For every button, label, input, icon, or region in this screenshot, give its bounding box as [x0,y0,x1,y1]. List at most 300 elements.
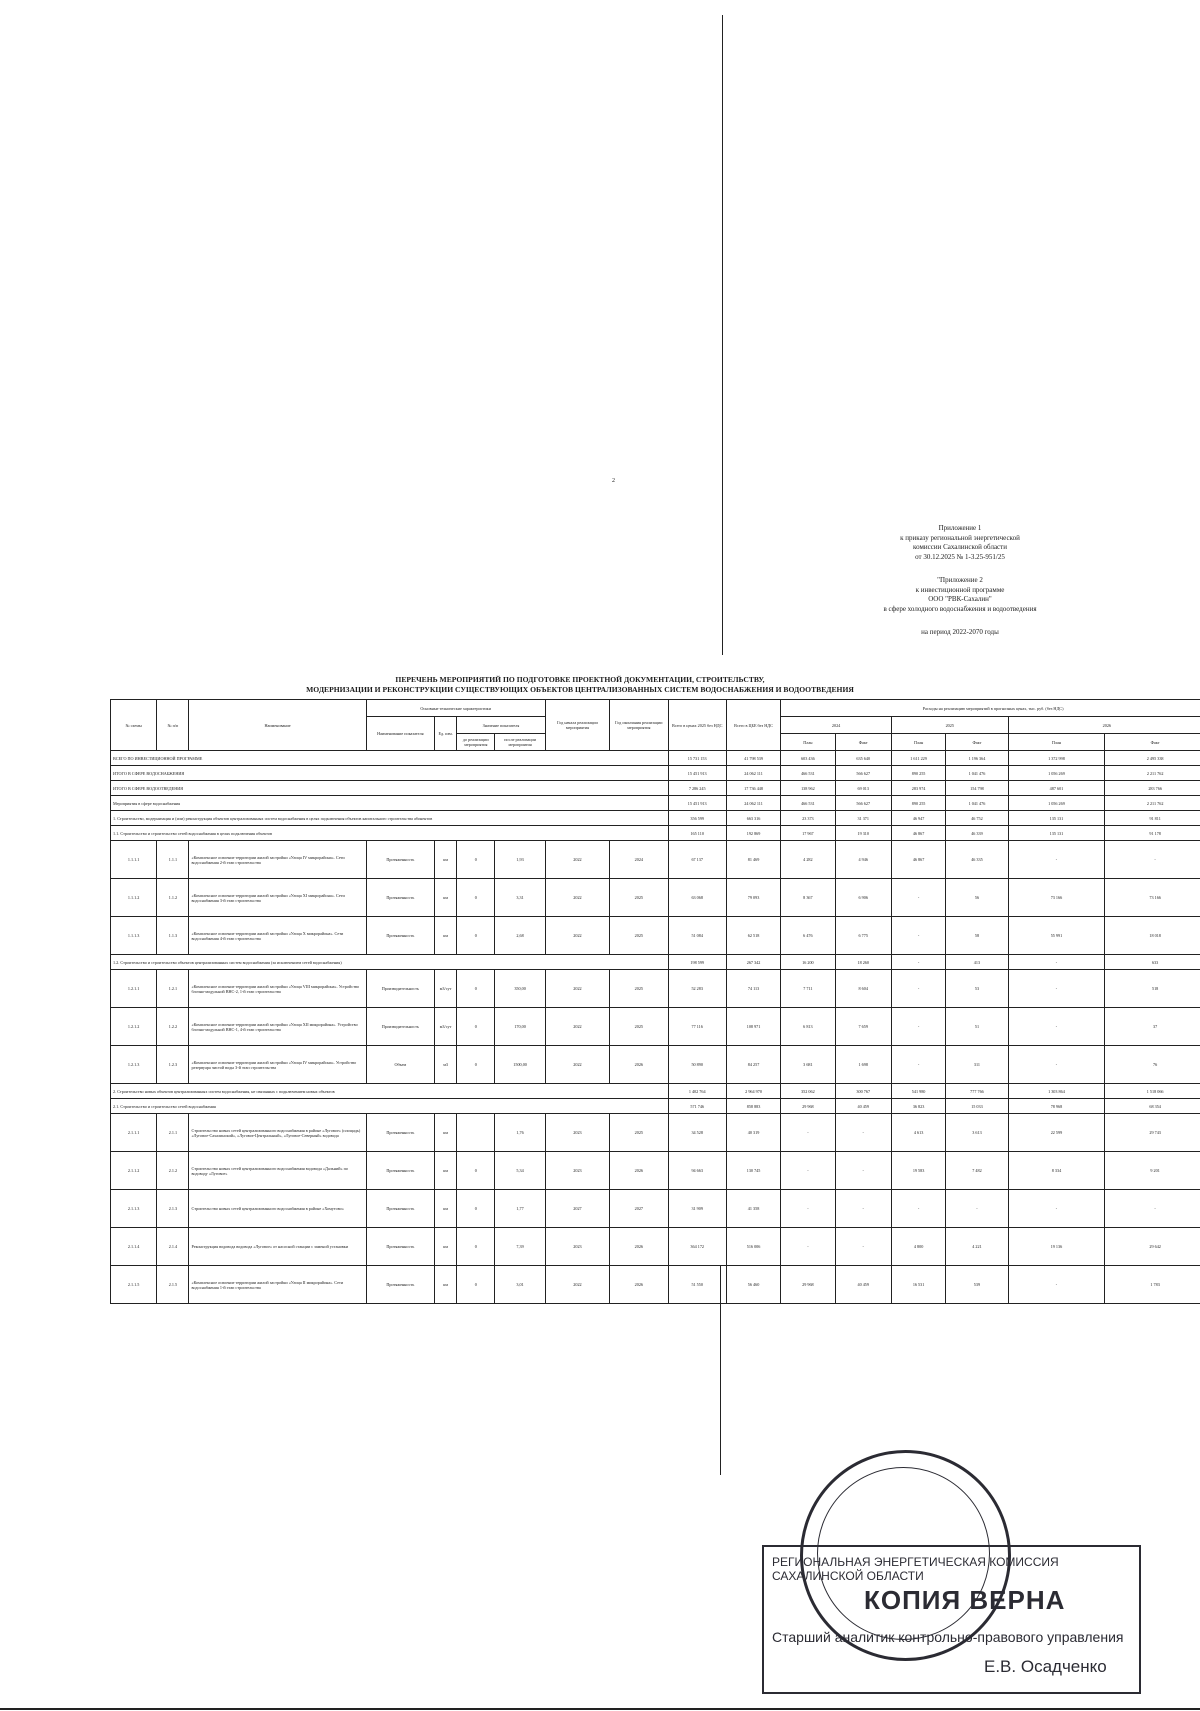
table-cell: 2026 [610,1266,668,1304]
table-cell: 1.2.1.1 [111,970,157,1008]
summary-row [111,781,1200,796]
appendix-block [830,524,1090,638]
table-cell: - [891,1046,945,1084]
table-cell: Объем [366,1046,434,1084]
table-cell: 0 [457,970,495,1008]
table-cell: - [1105,1190,1200,1228]
appendix-line: "Приложение 2 [937,576,983,584]
table-cell: 0 [457,1228,495,1266]
table-cell: 41 358 [726,1190,780,1228]
table-cell: м3/сут [435,970,457,1008]
summary-row [111,955,1200,970]
table-cell: 198 599 [668,955,726,970]
table-cell: 19 583 [891,1152,945,1190]
table-cell: Производительность [366,1008,434,1046]
table-cell: 4 800 [891,1228,945,1266]
table-cell: 55 991 [1008,917,1105,955]
table-row [111,970,1200,1008]
table-cell: Производительность [366,970,434,1008]
table-cell: 603 436 [781,751,835,766]
table-cell: 29 642 [1105,1228,1200,1266]
title-line-1: ПЕРЕЧЕНЬ МЕРОПРИЯТИЙ ПО ПОДГОТОВКЕ ПРОЕКТНОЙ ДОКУМЕНТАЦИИ, СТРОИТЕЛЬСТВУ, [395,675,765,684]
table-cell: 1 041 476 [946,796,1008,811]
appendix-line: к приказу региональной энергетической [900,533,1020,542]
table-cell: 2026 [610,1046,668,1084]
table-cell: - [1008,970,1105,1008]
table-cell: - [835,1190,891,1228]
scan-binding-line [722,15,723,655]
table-cell: 2026 [610,1228,668,1266]
table-cell [457,1114,495,1152]
table-cell: 5,34 [495,1152,545,1190]
investment-table [110,699,1200,1304]
table-row [111,1228,1200,1266]
table-cell: - [835,1152,891,1190]
th-end-year: Год окончания реализации мероприятия [610,700,668,751]
table-cell: - [891,1190,945,1228]
table-cell: 633 [1105,955,1200,970]
table-cell: - [891,955,945,970]
table-cell: 17 967 [781,826,835,841]
table-cell: 1.2.2 [157,1008,189,1046]
th-year: 2024 [781,717,892,734]
table-cell: 2022 [545,1008,609,1046]
table-cell: 1 041 476 [946,766,1008,781]
table-cell: 192 869 [726,826,780,841]
table-cell: км [435,879,457,917]
summary-row [111,826,1200,841]
table-cell: км [435,1114,457,1152]
table-cell: 2.1.4 [157,1228,189,1266]
table-cell: 635 640 [835,751,891,766]
table-cell: «Комплексное освоение территории жилой застройки «Улица IV микрорайона». Сети водоснабжения 2-й этап строительства [189,841,366,879]
appendix-line: от 30.12.2025 № 1-3.25-951/25 [915,552,1005,561]
table-cell: - [781,1228,835,1266]
th-param: Наименование показателя [366,717,434,751]
table-cell: - [1008,955,1105,970]
table-cell: 2027 [610,1190,668,1228]
table-cell: 7 286 245 [668,781,726,796]
table-row [111,1046,1200,1084]
table-cell: 62 518 [726,917,780,955]
table-cell: ВСЕГО ПО ИНВЕСТИЦИОННОЙ ПРОГРАММЕ [111,751,669,766]
table-cell: 15 451 913 [668,796,726,811]
table-cell: Строительство новых сетей централизованного водоснабжения в районе «Хомутово» [189,1190,366,1228]
table-cell: 2 495 338 [1105,751,1200,766]
table-cell: 2022 [545,1266,609,1304]
th-year: 2025 [891,717,1008,734]
table-cell: 154 798 [946,781,1008,796]
th-group-costs: Расходы на реализацию мероприятий в прогнозных ценах, тыс. руб. (без НДС) [781,700,1200,717]
table-cell: ИТОГО В СФЕРЕ ВОДОСНАБЖЕНИЯ [111,766,669,781]
table-cell: 2.1.3 [157,1190,189,1228]
table-cell: 73 166 [1008,879,1105,917]
table-row [111,1008,1200,1046]
table-cell: - [946,1190,1008,1228]
table-cell: 516 006 [726,1228,780,1266]
table-cell: 1 611 229 [891,751,945,766]
table-cell: 6 906 [835,879,891,917]
table-cell: - [891,879,945,917]
table-cell: 7 711 [781,970,835,1008]
table-row [111,917,1200,955]
table-cell: 2022 [545,841,609,879]
table-cell: 67 137 [668,841,726,879]
table-cell: 1 402 764 [668,1084,726,1099]
summary-row [111,1084,1200,1099]
table-cell: 6 476 [781,917,835,955]
table-row [111,879,1200,917]
table-cell: 1 056 269 [1008,796,1105,811]
scan-edge-line [0,1708,1200,1710]
table-cell: 165 110 [668,826,726,841]
table-cell: 77 116 [668,1008,726,1046]
table-cell: 79 093 [726,879,780,917]
table-cell: 135 131 [1008,811,1105,826]
table-cell: 41 798 539 [726,751,780,766]
table-cell: 170,00 [495,1008,545,1046]
table-row [111,1114,1200,1152]
table-cell: 1,93 [495,841,545,879]
th-num: № п/п [157,700,189,751]
table-cell: 8 604 [835,970,891,1008]
table-cell: - [781,1152,835,1190]
table-cell: 4 221 [946,1228,1008,1266]
table-cell: 108 971 [726,1008,780,1046]
table-cell: 15 731 153 [668,751,726,766]
table-row [111,1190,1200,1228]
th-fact: Факт [946,734,1008,751]
table-cell: 51 550 [668,1266,726,1304]
table-cell: «Комплексное освоение территории жилой застройки «Улица X микрорайона». Сети водоснабжения 4-й этап строительства [189,917,366,955]
table-cell: 1,77 [495,1190,545,1228]
table-cell: м3 [435,1046,457,1084]
table-cell: 4 946 [835,841,891,879]
appendix-line: в сфере холодного водоснабжения и водоотведения [883,604,1037,613]
th-code: № схемы [111,700,157,751]
table-cell: 130 745 [726,1152,780,1190]
stamp-organization: РЕГИОНАЛЬНАЯ ЭНЕРГЕТИЧЕСКАЯ КОМИССИЯ САХАЛИНСКОЙ ОБЛАСТИ [772,1555,1059,1583]
table-cell: 541 980 [891,1084,945,1099]
table-cell: - [1008,1190,1105,1228]
table-cell: 9 201 [1105,1152,1200,1190]
table-cell: 16 531 [891,1266,945,1304]
table-cell: 0 [457,841,495,879]
table-cell: 663 316 [726,811,780,826]
table-cell: 2025 [610,1114,668,1152]
th-total-2025: Всего в ценах 2025 без НДС [668,700,726,751]
table-cell: 2 211 762 [1105,766,1200,781]
table-cell: 18 018 [1105,917,1200,955]
table-cell: 1.1.2 [157,879,189,917]
table-cell: 2.1.1 [157,1114,189,1152]
table-cell: 364 172 [668,1228,726,1266]
table-cell: - [781,1114,835,1152]
th-group-tech: Основные технические характеристики [366,700,545,717]
table-cell: 466 531 [781,766,835,781]
table-cell: 19 310 [835,826,891,841]
table-cell: - [891,1008,945,1046]
table-cell: 3,01 [495,1266,545,1304]
table-cell: 74 113 [726,970,780,1008]
appendix-line: комиссии Сахалинской области [913,543,1007,551]
table-cell: 8 367 [781,879,835,917]
table-cell: 890 255 [891,766,945,781]
table-cell: - [1105,841,1200,879]
table-cell: 84 257 [726,1046,780,1084]
table-cell: 51 [946,1008,1008,1046]
table-cell: 2025 [610,970,668,1008]
table-cell: 24 062 111 [726,766,780,781]
table-cell: Строительство новых сетей централизованного водоснабжения в районе «Луговое» (площадь) «Луговое-Сахалинский», «Луговое-Центральный», «Луговое-Северный» водовода [189,1114,366,1152]
th-name: Наименование [189,700,366,751]
table-cell: 46 867 [891,841,945,879]
appendix-line: к инвестиционной программе [915,585,1005,594]
table-cell: 2.1.1.3 [111,1190,157,1228]
table-cell: - [835,1114,891,1152]
table-cell: м3/сут [435,1008,457,1046]
stamp-signer: Е.В. Осадченко [984,1657,1107,1676]
table-cell: 1 196 364 [946,751,1008,766]
table-cell: 8 334 [1008,1152,1105,1190]
table-cell: 15 451 913 [668,766,726,781]
table-cell: 2022 [545,917,609,955]
table-cell: - [781,1190,835,1228]
table-cell: 16 200 [781,955,835,970]
table-cell: 1 518 066 [1105,1084,1200,1099]
th-total: Всего в ЦБЕ без НДС [726,700,780,751]
table-cell: 0 [457,1266,495,1304]
table-cell: 7,39 [495,1228,545,1266]
table-cell: 3 681 [781,1046,835,1084]
table-cell: 1.2.1 [157,970,189,1008]
table-row [111,841,1200,879]
table-cell: ИТОГО В СФЕРЕ ВОДООТВЕДЕНИЯ [111,781,669,796]
th-unit: Ед. изм. [435,717,457,751]
table-cell: 46 752 [946,811,1008,826]
table-cell: 1,76 [495,1114,545,1152]
appendix-line: Приложение 1 [938,524,982,532]
table-cell: 2 964 970 [726,1084,780,1099]
table-cell: - [835,1228,891,1266]
table-cell: 2.1.1.4 [111,1228,157,1266]
table-cell: 23 373 [781,811,835,826]
table-cell: 73 166 [1105,879,1200,917]
table-cell: км [435,1190,457,1228]
table-cell: 2.1.1.5 [111,1266,157,1304]
table-cell: Протяженность [366,1190,434,1228]
table-cell: 518 [1105,970,1200,1008]
table-cell: 1500,00 [495,1046,545,1084]
table-cell: 1 303 864 [1008,1084,1105,1099]
page-number: 2 [612,478,615,484]
table-cell: Протяженность [366,1266,434,1304]
table-cell: 94 663 [668,1152,726,1190]
table-cell: 356 599 [668,811,726,826]
table-cell: 91 178 [1105,826,1200,841]
table-cell: «Комплексное освоение территории жилой застройки «Улица VIII микрорайона». Устройство блочно-модульной ВНС-2, 1-й этап строительства [189,970,366,1008]
table-cell: «Комплексное освоение территории жилой застройки «Улица II микрорайона». Сети водоснабжения 1-й этап строительства [189,1266,366,1304]
th-after: после реализации мероприятия [495,734,545,751]
table-cell: 2024 [610,841,668,879]
th-fact: Факт [1105,734,1200,751]
table-cell: 68 354 [1105,1099,1200,1114]
table-cell: 2023 [545,1228,609,1266]
table-cell: 566 627 [835,766,891,781]
table-cell: - [1008,841,1105,879]
table-cell: 51 084 [668,917,726,955]
table-cell: Протяженность [366,841,434,879]
table-cell: 58 [946,917,1008,955]
table-cell: 1.1. Строительство и строительство сетей водоснабжения в целях подключения объектов [111,826,669,841]
table-cell: 40 459 [835,1266,891,1304]
table-cell: - [1008,1008,1105,1046]
table-cell: 17 736 448 [726,781,780,796]
table-cell: 1.1.3 [157,917,189,955]
table-cell: 0 [457,1008,495,1046]
table-cell: 2,68 [495,917,545,955]
table-cell: 15 033 [946,1099,1008,1114]
table-cell: 53 [946,970,1008,1008]
table-cell: км [435,841,457,879]
table-cell: 352 062 [781,1084,835,1099]
table-cell: км [435,1152,457,1190]
table-cell: 1 056 269 [1008,766,1105,781]
table-cell: 91 811 [1105,811,1200,826]
th-before: до реализации мероприятия [457,734,495,751]
table-cell: 2.1.5 [157,1266,189,1304]
certified-copy-stamp [762,1545,1141,1694]
table-cell: 76 [1105,1046,1200,1084]
table-cell: 6 775 [835,917,891,955]
table-cell: 1 783 [1105,1266,1200,1304]
table-cell: 2022 [545,1046,609,1084]
th-fact: Факт [835,734,891,751]
table-cell: 29 968 [781,1266,835,1304]
table-cell: Мероприятия в сфере водоснабжения [111,796,669,811]
table-cell: 46 947 [891,811,945,826]
table-cell: 2. Строительство новых объектов централизованных систем водоснабжения, не связанных с подключением новых объектов [111,1084,669,1099]
table-cell: 6 813 [781,1008,835,1046]
table-cell: Протяженность [366,879,434,917]
stamp-title: КОПИЯ ВЕРНА [864,1585,1066,1615]
table-cell: 37 [1105,1008,1200,1046]
table-cell: 0 [457,1190,495,1228]
table-cell: Строительство новых сетей централизованного водоснабжения водовода «Дальний» по водоводу «Луговое» [189,1152,366,1190]
table-cell: 4 282 [781,841,835,879]
table-cell: 1.2.1.3 [111,1046,157,1084]
table-cell: 4 613 [891,1114,945,1152]
table-cell: 69 013 [835,781,891,796]
table-cell: 1.2.1.2 [111,1008,157,1046]
table-cell: км [435,1266,457,1304]
table-cell: км [435,1228,457,1266]
table-cell: 7 482 [946,1152,1008,1190]
table-cell: 1.2.3 [157,1046,189,1084]
table-cell: 0 [457,1046,495,1084]
table-cell: 2022 [545,879,609,917]
table-cell: Протяженность [366,1114,434,1152]
table-cell: 138 962 [781,781,835,796]
table-cell: 487 601 [1008,781,1105,796]
table-cell: 3,31 [495,879,545,917]
table-cell: км [435,917,457,955]
summary-row [111,766,1200,781]
table-cell: 2025 [610,917,668,955]
table-cell: - [1008,1046,1105,1084]
table-cell: 19 136 [1008,1228,1105,1266]
table-cell: 40 319 [726,1114,780,1152]
table-cell: 0 [457,917,495,955]
table-cell: 56 460 [726,1266,780,1304]
table-cell: 1. Строительство, модернизация и (или) реконструкция объектов централизованных систем водоснабжения в целях подключения объектов капитального строительства абонентов [111,811,669,826]
table-cell: 36 823 [891,1099,945,1114]
table-cell: 858 883 [726,1099,780,1114]
table-cell: 350,00 [495,970,545,1008]
document-title [200,675,960,694]
table-cell: 3 613 [946,1114,1008,1152]
appendix-period: на период 2022-2070 годы [921,628,999,636]
table-cell: 46 339 [946,826,1008,841]
table-cell: 566 627 [835,796,891,811]
table-cell: «Комплексное освоение территории жилой застройки «Улица XI микрорайона». Сети водоснабжения 3-й этап строительства [189,879,366,917]
table-cell: 135 131 [1008,826,1105,841]
table-cell: 283 766 [1105,781,1200,796]
table-cell: 413 [946,955,1008,970]
table-cell: 2.1.1.1 [111,1114,157,1152]
summary-row [111,751,1200,766]
appendix-line: ООО "РВК-Сахалин" [928,595,992,603]
table-cell: 2023 [545,1114,609,1152]
table-cell: «Комплексное освоение территории жилой застройки «Улица IV микрорайона». Устройство резервуара чистой воды 3-й этап строительства [189,1046,366,1084]
table-cell: 0 [457,879,495,917]
table-cell: 52 283 [668,970,726,1008]
table-cell: 1.2. Строительство и строительство объектов централизованных систем водоснабжения (за исключением сетей водоснабжения) [111,955,669,970]
table-cell: 2.1.1.2 [111,1152,157,1190]
table-cell: 1 698 [835,1046,891,1084]
th-year: 2026 [1008,717,1200,734]
table-cell: 31 909 [668,1190,726,1228]
table-cell: 46 867 [891,826,945,841]
table-cell: 2026 [610,1152,668,1190]
table-cell: 539 [946,1266,1008,1304]
table-cell: 300 767 [835,1084,891,1099]
table-cell: 22 599 [1008,1114,1105,1152]
table-row [111,1152,1200,1190]
th-plan: План [781,734,835,751]
table-cell: 29 968 [781,1099,835,1114]
table-cell: 2025 [610,1008,668,1046]
table-cell: 890 255 [891,796,945,811]
table-cell: Реконструкция водовода водовода «Луговое» от насосной станции с заменой установки [189,1228,366,1266]
th-group-values: Значение показателя [457,717,546,734]
summary-row [111,1099,1200,1114]
table-cell: 50 890 [668,1046,726,1084]
table-cell: 46 335 [946,841,1008,879]
table-cell: 1.1.1.3 [111,917,157,955]
table-body [111,751,1200,1304]
table-cell: 2 211 762 [1105,796,1200,811]
table-cell: 7 659 [835,1008,891,1046]
table-cell: 2022 [545,970,609,1008]
table-cell: - [1008,1266,1105,1304]
table-cell: 63 068 [668,879,726,917]
table-cell: 283 974 [891,781,945,796]
table-cell: - [891,970,945,1008]
table-cell: 31 371 [835,811,891,826]
table-cell: Протяженность [366,1228,434,1266]
table-cell: 2023 [545,1152,609,1190]
